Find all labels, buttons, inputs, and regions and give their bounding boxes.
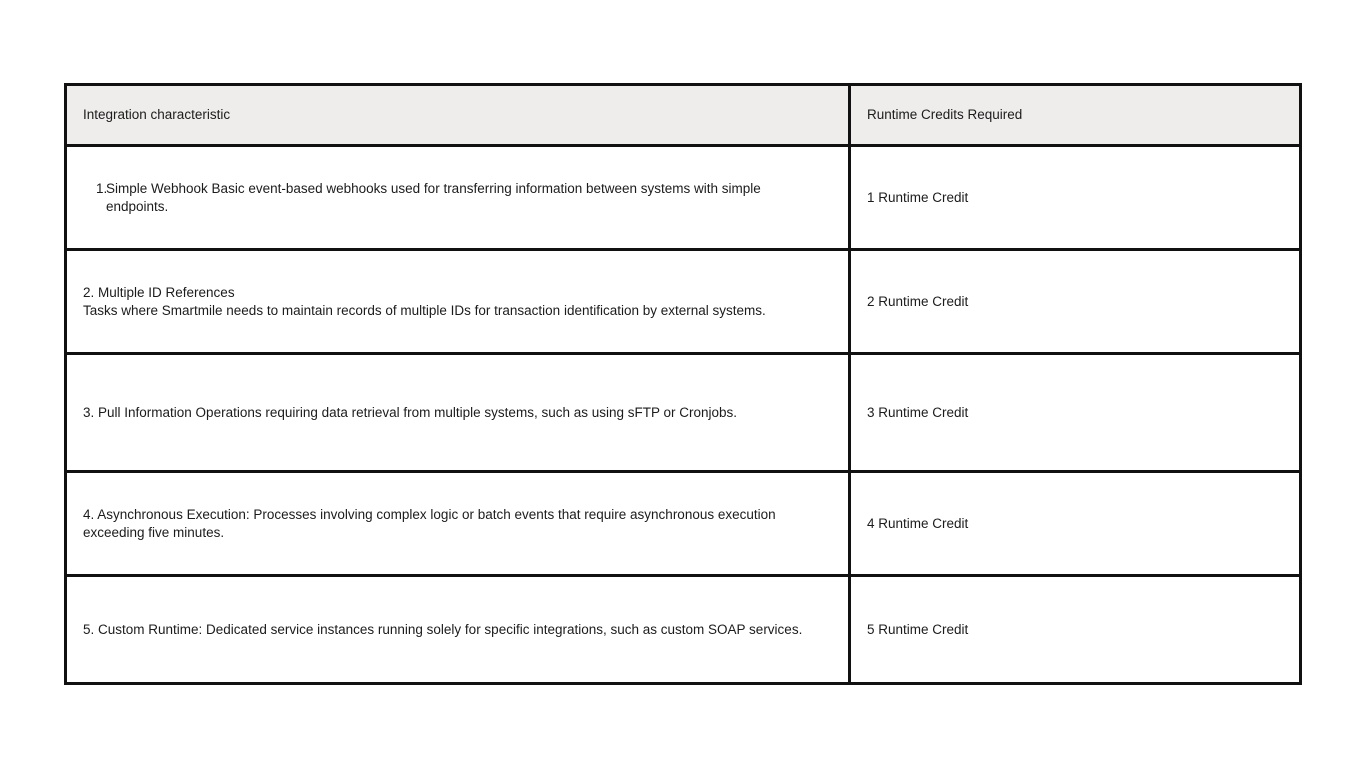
table-row-1-characteristic [67,147,851,251]
table-row-4-characteristic [67,473,851,577]
item-number: 1. [96,180,108,196]
credit-value: 1 Runtime Credit [867,189,969,205]
table-row-3-credits [851,355,1299,473]
item-description: 5. Custom Runtime: Dedicated service instances running solely for specific integrations, such as custom SOAP services. [83,621,803,637]
item-description: 3. Pull Information Operations requiring data retrieval from multiple systems, such as using sFTP or Cronjobs. [83,404,738,420]
credit-value: 4 Runtime Credit [867,515,969,531]
table-row-5-characteristic [67,577,851,682]
header-label: Integration characteristic [83,107,231,122]
credit-value: 3 Runtime Credit [867,404,969,420]
credit-value: 2 Runtime Credit [867,293,969,309]
table-row-5-credits [851,577,1299,682]
header-integration-characteristic [67,86,851,147]
table-row-4-credits [851,473,1299,577]
item-description: Simple Webhook Basic event-based webhooks used for transferring information between systems with simple endpoints. [106,180,761,214]
runtime-credits-table [64,83,1302,685]
table-row-1-credits [851,147,1299,251]
credit-value: 5 Runtime Credit [867,621,969,637]
header-runtime-credits [851,86,1299,147]
header-label: Runtime Credits Required [867,107,1023,122]
numbered-item [83,180,826,216]
item-stack [83,284,766,320]
table-row-2-characteristic [67,251,851,355]
item-description: 4. Asynchronous Execution: Processes involving complex logic or batch events that require asynchronous execution exceeding five minutes. [83,506,776,540]
item-title: 2. Multiple ID References [83,284,235,300]
table-row-2-credits [851,251,1299,355]
item-description: Tasks where Smartmile needs to maintain records of multiple IDs for transaction identification by external systems. [83,302,766,318]
table-row-3-characteristic [67,355,851,473]
